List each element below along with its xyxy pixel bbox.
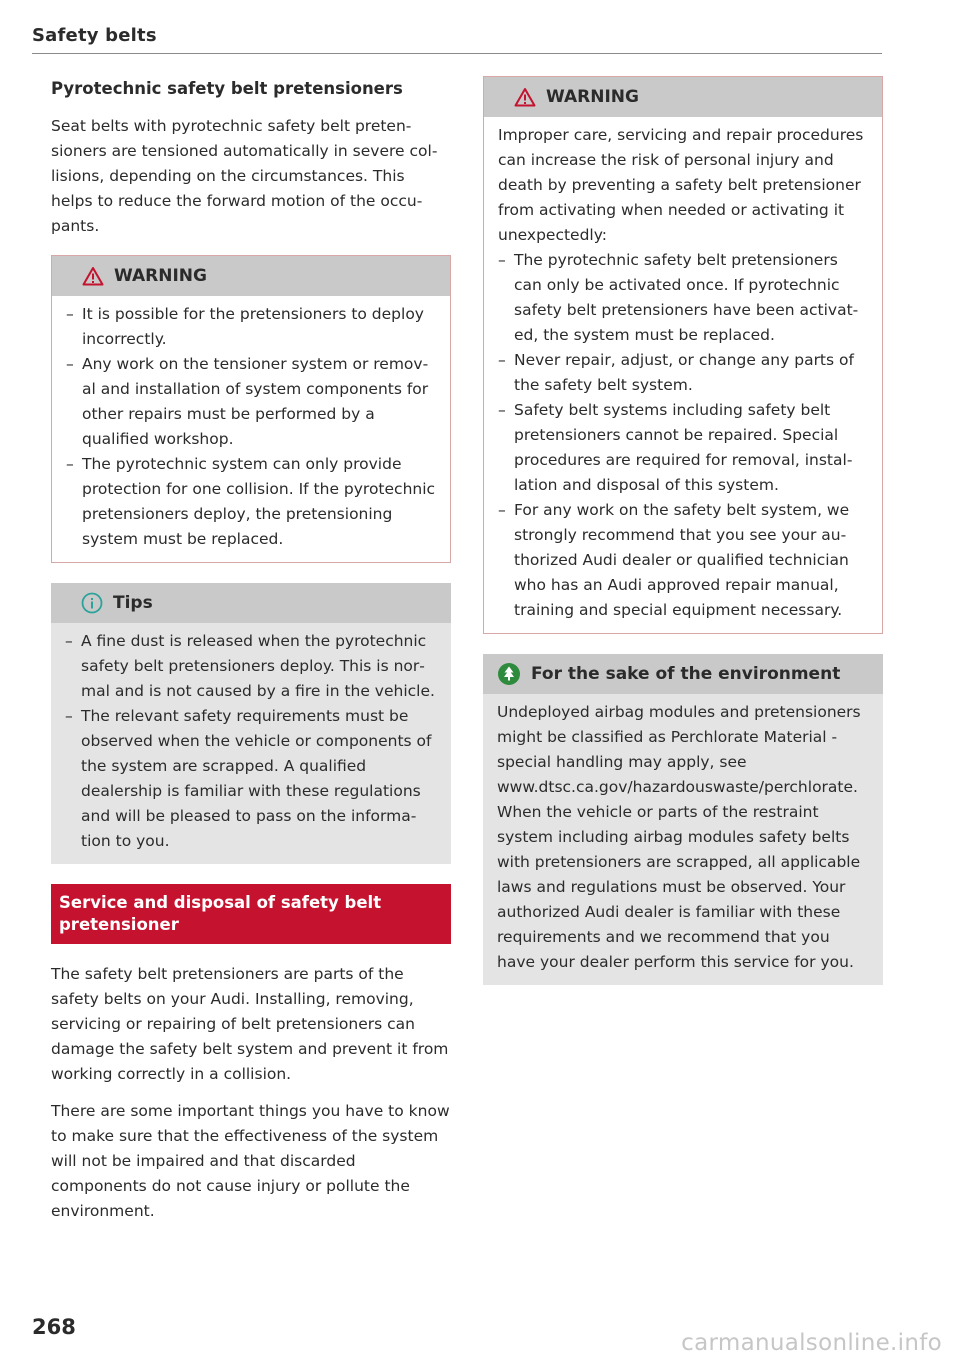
warning-body	[484, 117, 882, 633]
warning-header	[52, 256, 450, 296]
environment-header	[483, 654, 883, 694]
warning-item: – The pyrotechnic safety belt pretensioners can only be activated once. If pyrotechnic safety belt pretensioners have been activated, the system must be replaced.	[498, 248, 868, 348]
section-title-service-disposal: Service and disposal of safety belt pretensioner	[51, 884, 451, 944]
header-divider	[32, 53, 882, 54]
warning-title: WARNING	[114, 266, 207, 286]
warning-triangle-icon	[514, 87, 536, 107]
tips-header	[51, 583, 451, 623]
warning-box-left	[51, 255, 451, 563]
warning-triangle-icon	[82, 266, 104, 286]
tips-body	[51, 623, 451, 864]
environment-body	[483, 694, 883, 985]
warning-item: – For any work on the safety belt system, we strongly recommend that you see your authorized Audi dealer or qualified technician who has an Audi approved repair manual, training and special equipment necessary.	[498, 498, 868, 623]
tips-box	[51, 583, 451, 864]
warning-body	[52, 296, 450, 562]
warning-item: – Never repair, adjust, or change any parts of the safety belt system.	[498, 348, 868, 398]
tips-item: – The relevant safety requirements must be observed when the vehicle or components of the system are scrapped. A qualified dealership is familiar with these regulations and will be pleased to pass on the information to you.	[65, 704, 437, 854]
left-column	[51, 76, 451, 1236]
info-icon	[81, 592, 103, 614]
tips-item: – A fine dust is released when the pyrotechnic safety belt pretensioners deploy. This is normal and is not caused by a fire in the vehicle.	[65, 629, 437, 704]
environment-title: For the sake of the environment	[531, 664, 841, 684]
right-column	[483, 76, 883, 1005]
warning-item: – It is possible for the pretensioners to deploy incorrectly.	[66, 302, 436, 352]
warning-item: – Safety belt systems including safety belt pretensioners cannot be repaired. Special procedures are required for removal, installation and disposal of this system.	[498, 398, 868, 498]
warning-box-right	[483, 76, 883, 634]
page-number: 268	[32, 1315, 76, 1339]
service-paragraph-2: There are some important things you have to know to make sure that the effectiveness of the system will not be impaired and that discarded components do not cause injury or pollute the environment.	[51, 1102, 450, 1220]
environment-tree-icon	[497, 662, 521, 686]
warning-header	[484, 77, 882, 117]
intro-paragraph: Seat belts with pyrotechnic safety belt pretensioners are tensioned automatically in severe collisions, depending on the circumstances. This helps to reduce the forward motion of the occupants.	[51, 117, 438, 235]
subheading-pretensioners: Pyrotechnic safety belt pretensioners	[51, 79, 403, 98]
warning-intro: Improper care, servicing and repair procedures can increase the risk of personal injury and death by preventing a safety belt pretensioner from activating when needed or activating it unexpectedly:	[498, 126, 864, 244]
warning-title: WARNING	[546, 87, 639, 107]
environment-box	[483, 654, 883, 985]
tips-title: Tips	[113, 593, 153, 613]
service-paragraph-1: The safety belt pretensioners are parts of the safety belts on your Audi. Installing, removing, servicing or repairing of belt pretensioners can damage the safety belt system and prevent it from working correctly in a collision.	[51, 965, 449, 1083]
watermark: carmanualsonline.info	[681, 1330, 942, 1356]
environment-text: Undeployed airbag modules and pretensioners might be classified as Perchlorate Material -special handling may apply, see www.dtsc.ca.gov/hazardouswaste/perchlorate. When the vehicle or parts of the restraint system including airbag modules safety belts with pretensioners are scrapped, all applicable laws and regulations must be observed. Your authorized Audi dealer is familiar with these requirements and we recommend that you have your dealer perform this service for you.	[497, 703, 861, 971]
warning-item: – The pyrotechnic system can only provide protection for one collision. If the pyrotechnic pretensioners deploy, the pretensioning system must be replaced.	[66, 452, 436, 552]
page-header-title: Safety belts	[32, 25, 157, 46]
warning-item: – Any work on the tensioner system or removal and installation of system components for other repairs must be performed by a qualified workshop.	[66, 352, 436, 452]
